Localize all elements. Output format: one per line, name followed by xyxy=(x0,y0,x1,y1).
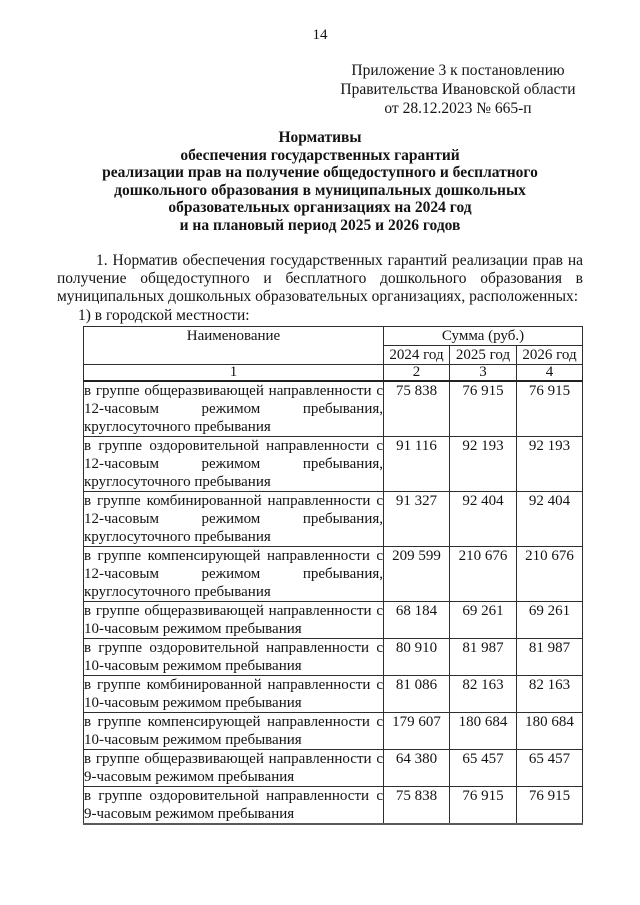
page-number: 14 xyxy=(312,27,328,43)
row-name: в группе оздоровительной направленности с 9-часовым режимом пребывания xyxy=(84,788,383,823)
row-value-2026: 65 457 xyxy=(517,750,583,787)
table-row xyxy=(84,639,583,676)
row-value-2024: 75 838 xyxy=(384,381,450,437)
row-value-2025: 69 261 xyxy=(450,602,517,639)
title-line-3: реализации прав на получение общедоступного и бесплатного xyxy=(102,164,538,182)
row-name: в группе оздоровительной направленности с 12-часовым режимом пребывания, круглосуточного пребывания xyxy=(84,438,383,491)
row-value-2024: 64 380 xyxy=(384,750,450,787)
column-header-name: Наименование xyxy=(84,327,384,365)
row-value-2026: 82 163 xyxy=(517,676,583,713)
table-row xyxy=(84,787,583,825)
numbering-col-2: 2 xyxy=(384,365,450,382)
table-row xyxy=(84,750,583,787)
row-value-2026: 92 404 xyxy=(517,492,583,547)
row-value-2026: 69 261 xyxy=(517,602,583,639)
row-name: в группе комбинированной направленности с 12-часовым режимом пребывания, круглосуточного пребывания xyxy=(84,493,383,546)
table-row xyxy=(84,547,583,602)
column-header-2024: 2024 год xyxy=(384,346,450,365)
row-value-2025: 65 457 xyxy=(450,750,517,787)
row-value-2026: 180 684 xyxy=(517,713,583,750)
row-value-2025: 76 915 xyxy=(450,381,517,437)
row-value-2024: 91 116 xyxy=(384,437,450,492)
row-value-2024: 91 327 xyxy=(384,492,450,547)
title-line-2: обеспечения государственных гарантий xyxy=(180,146,460,164)
annex-line-2: Правительства Ивановской области xyxy=(340,81,576,98)
annex-line-1: Приложение 3 к постановлению xyxy=(351,62,565,79)
row-value-2025: 92 404 xyxy=(450,492,517,547)
row-name: в группе общеразвивающей направленности с 12-часовым режимом пребывания, круглосуточного пребывания xyxy=(84,383,383,436)
document-title xyxy=(0,129,640,235)
numbering-col-4: 4 xyxy=(517,365,583,382)
table-row xyxy=(84,381,583,437)
row-value-2025: 82 163 xyxy=(450,676,517,713)
row-name: в группе комбинированной направленности с 10-часовым режимом пребывания xyxy=(84,677,383,712)
table-row xyxy=(84,602,583,639)
table-numbering-row xyxy=(84,365,583,382)
row-value-2025: 180 684 xyxy=(450,713,517,750)
row-value-2026: 92 193 xyxy=(517,437,583,492)
row-value-2024: 75 838 xyxy=(384,787,450,825)
paragraph-1: 1. Норматив обеспечения государственных гарантий реализации прав на получение общедоступного и бесплатного дошкольного образования в муниципальных дошкольных образовательных организациях, расположенных: xyxy=(57,251,583,306)
row-name: в группе общеразвивающей направленности с 10-часовым режимом пребывания xyxy=(84,603,383,638)
title-line-6: и на плановый период 2025 и 2026 годов xyxy=(179,216,461,234)
row-value-2025: 210 676 xyxy=(450,547,517,602)
row-name: в группе оздоровительной направленности с 10-часовым режимом пребывания xyxy=(84,640,383,675)
column-header-sum: Сумма (руб.) xyxy=(384,327,583,346)
row-name: в группе компенсирующей направленности с 12-часовым режимом пребывания, круглосуточного пребывания xyxy=(84,548,383,601)
table-row xyxy=(84,492,583,547)
table-header-row-1 xyxy=(84,327,583,346)
row-name: в группе компенсирующей направленности с 10-часовым режимом пребывания xyxy=(84,714,383,749)
row-value-2026: 210 676 xyxy=(517,547,583,602)
row-value-2024: 81 086 xyxy=(384,676,450,713)
row-value-2026: 81 987 xyxy=(517,639,583,676)
title-line-5: образовательных организациях на 2024 год xyxy=(168,199,472,217)
title-line-4: дошкольного образования в муниципальных дошкольных xyxy=(114,181,526,199)
row-value-2024: 179 607 xyxy=(384,713,450,750)
row-value-2024: 209 599 xyxy=(384,547,450,602)
row-value-2025: 76 915 xyxy=(450,787,517,825)
row-value-2024: 68 184 xyxy=(384,602,450,639)
annex-line-3: от 28.12.2023 № 665-п xyxy=(384,100,532,117)
table-row xyxy=(84,676,583,713)
table-row xyxy=(84,437,583,492)
column-header-2025: 2025 год xyxy=(450,346,517,365)
table-row xyxy=(84,713,583,750)
numbering-col-1: 1 xyxy=(84,365,384,382)
numbering-col-3: 3 xyxy=(450,365,517,382)
row-value-2026: 76 915 xyxy=(517,787,583,825)
row-value-2024: 80 910 xyxy=(384,639,450,676)
column-header-2026: 2026 год xyxy=(517,346,583,365)
annex-reference xyxy=(330,61,586,118)
row-value-2025: 92 193 xyxy=(450,437,517,492)
title-line-1: Нормативы xyxy=(278,129,362,146)
row-value-2025: 81 987 xyxy=(450,639,517,676)
norms-table xyxy=(83,326,583,825)
row-value-2026: 76 915 xyxy=(517,381,583,437)
row-name: в группе общеразвивающей направленности с 9-часовым режимом пребывания xyxy=(84,751,383,786)
subparagraph-1: 1) в городской местности: xyxy=(78,306,250,324)
